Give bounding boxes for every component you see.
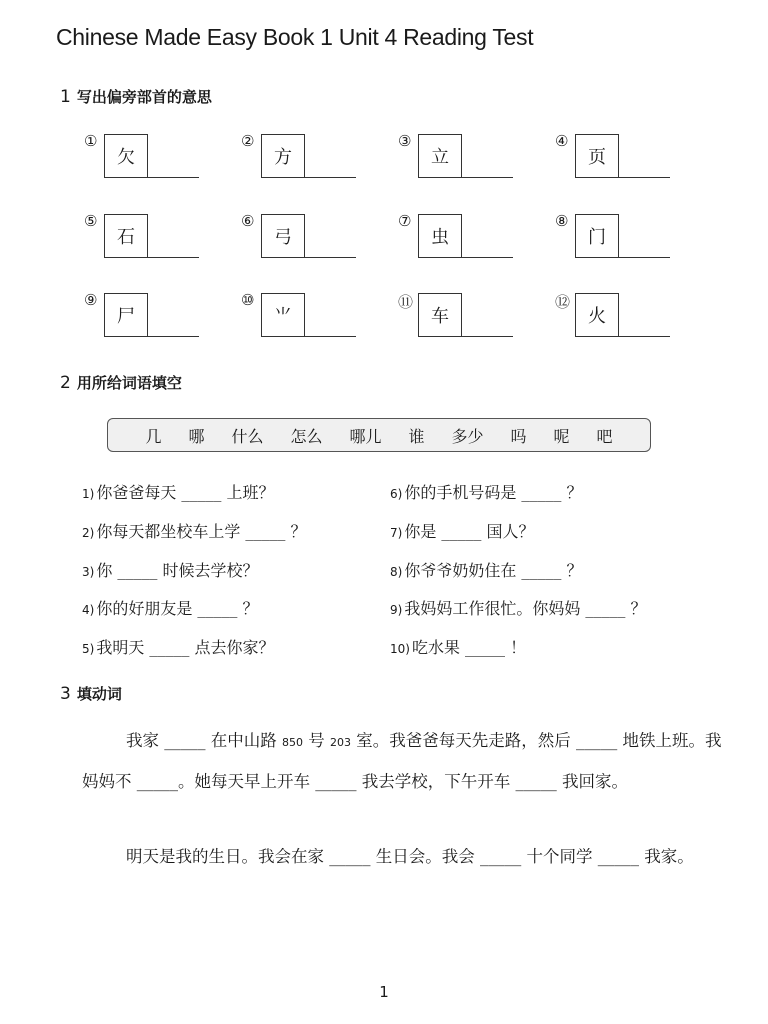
question-text: 你爷爷奶奶住在 _____ ？ bbox=[404, 561, 583, 580]
radical-item bbox=[84, 132, 208, 180]
question-item bbox=[390, 558, 583, 581]
question-item bbox=[82, 596, 259, 619]
radical-item bbox=[398, 291, 522, 339]
question-item bbox=[82, 558, 259, 581]
section-title: 写出偏旁部首的意思 bbox=[76, 88, 212, 106]
answer-line[interactable] bbox=[147, 336, 199, 337]
passage-paragraph-1 bbox=[82, 722, 722, 801]
question-number: 3) bbox=[82, 565, 95, 579]
radical-box: 页 bbox=[575, 134, 619, 178]
passage-paragraph-2 bbox=[82, 838, 722, 877]
item-number: ⑦ bbox=[398, 212, 412, 230]
question-number: 2) bbox=[82, 526, 95, 540]
answer-line[interactable] bbox=[461, 257, 513, 258]
radical-item bbox=[241, 291, 365, 339]
question-number: 10) bbox=[390, 642, 410, 656]
item-number: ⑪ bbox=[398, 293, 414, 311]
radical-box: 立 bbox=[418, 134, 462, 178]
item-number: ⑫ bbox=[555, 293, 571, 311]
question-item bbox=[82, 635, 275, 658]
question-item bbox=[390, 519, 535, 542]
item-number: ⑨ bbox=[84, 291, 98, 309]
answer-line[interactable] bbox=[461, 336, 513, 337]
answer-line[interactable] bbox=[461, 177, 513, 178]
word-bank-item: 多少 bbox=[451, 426, 484, 446]
word-bank-item: 吧 bbox=[596, 426, 613, 446]
section-3-heading bbox=[60, 683, 122, 704]
question-text: 你爸爸每天 _____ 上班？ bbox=[96, 483, 275, 502]
radical-item bbox=[555, 132, 679, 180]
question-number: 7) bbox=[390, 526, 403, 540]
answer-line[interactable] bbox=[304, 257, 356, 258]
radical-box: 火 bbox=[575, 293, 619, 337]
passage-text: 明天是我的生日。我会在家 _____ 生日会。我会 _____ 十个同学 _____ 我家。 bbox=[126, 847, 694, 866]
question-item bbox=[390, 596, 647, 619]
item-number: ① bbox=[84, 132, 98, 150]
radical-item bbox=[84, 291, 208, 339]
radical-item bbox=[84, 212, 208, 260]
radical-box: ⺌ bbox=[261, 293, 305, 337]
page-number: 1 bbox=[379, 983, 389, 1001]
item-number: ⑥ bbox=[241, 212, 255, 230]
radical-item bbox=[241, 132, 365, 180]
word-bank bbox=[107, 418, 651, 452]
radical-box: 石 bbox=[104, 214, 148, 258]
radical-box: 尸 bbox=[104, 293, 148, 337]
item-number: ⑩ bbox=[241, 291, 255, 309]
item-number: ⑧ bbox=[555, 212, 569, 230]
radical-box: 门 bbox=[575, 214, 619, 258]
question-text: 你的好朋友是 _____ ？ bbox=[96, 599, 259, 618]
section-number: 3 bbox=[60, 684, 71, 704]
section-number: 1 bbox=[60, 87, 71, 107]
question-number: 9) bbox=[390, 603, 403, 617]
radical-box: 欠 bbox=[104, 134, 148, 178]
radical-item bbox=[398, 132, 522, 180]
word-bank-item: 哪儿 bbox=[349, 426, 382, 446]
question-text: 吃水果 _____ ！ bbox=[411, 638, 527, 657]
radical-item bbox=[398, 212, 522, 260]
section-title: 用所给词语填空 bbox=[76, 374, 182, 392]
question-number: 1) bbox=[82, 487, 95, 501]
page-title: Chinese Made Easy Book 1 Unit 4 Reading Test bbox=[56, 24, 534, 50]
word-bank-item: 吗 bbox=[510, 426, 527, 446]
section-number: 2 bbox=[60, 373, 71, 393]
question-text: 你每天都坐校车上学 _____ ？ bbox=[96, 522, 307, 541]
item-number: ② bbox=[241, 132, 255, 150]
answer-line[interactable] bbox=[304, 336, 356, 337]
word-bank-item: 怎么 bbox=[290, 426, 323, 446]
radical-box: 弓 bbox=[261, 214, 305, 258]
radical-item bbox=[241, 212, 365, 260]
word-bank-item: 谁 bbox=[408, 426, 425, 446]
question-item bbox=[82, 519, 307, 542]
question-text: 你 _____ 时候去学校？ bbox=[96, 561, 259, 580]
answer-line[interactable] bbox=[618, 257, 670, 258]
answer-line[interactable] bbox=[618, 177, 670, 178]
question-number: 6) bbox=[390, 487, 403, 501]
question-item bbox=[390, 480, 583, 503]
radical-box: 虫 bbox=[418, 214, 462, 258]
answer-line[interactable] bbox=[147, 257, 199, 258]
answer-line[interactable] bbox=[304, 177, 356, 178]
question-text: 我妈妈工作很忙。你妈妈 _____ ？ bbox=[404, 599, 647, 618]
section-2-heading bbox=[60, 372, 182, 393]
question-number: 5) bbox=[82, 642, 95, 656]
word-bank-item: 哪 bbox=[188, 426, 205, 446]
radical-item bbox=[555, 291, 679, 339]
radical-box: 车 bbox=[418, 293, 462, 337]
word-bank-item: 呢 bbox=[553, 426, 570, 446]
section-1-heading bbox=[60, 86, 212, 107]
item-number: ④ bbox=[555, 132, 569, 150]
section-title: 填动词 bbox=[76, 685, 122, 703]
question-number: 8) bbox=[390, 565, 403, 579]
question-item bbox=[82, 480, 275, 503]
question-text: 你的手机号码是 _____ ？ bbox=[404, 483, 583, 502]
question-text: 你是 _____ 国人？ bbox=[404, 522, 535, 541]
answer-line[interactable] bbox=[147, 177, 199, 178]
passage-text: 我家 _____ 在中山路 bbox=[126, 731, 282, 750]
passage-number: 850 bbox=[282, 736, 303, 749]
item-number: ③ bbox=[398, 132, 412, 150]
answer-line[interactable] bbox=[618, 336, 670, 337]
item-number: ⑤ bbox=[84, 212, 98, 230]
word-bank-item: 几 bbox=[145, 426, 162, 446]
passage-number: 203 bbox=[330, 736, 351, 749]
question-item bbox=[390, 635, 526, 658]
radical-item bbox=[555, 212, 679, 260]
radical-box: 方 bbox=[261, 134, 305, 178]
question-number: 4) bbox=[82, 603, 95, 617]
question-text: 我明天 _____ 点去你家？ bbox=[96, 638, 275, 657]
passage-text: 室。我爸爸每天先走路，然后 _____ 地铁上班。我妈妈不 _____。她每天早上开车 _____ 我去学校，下午开车 _____ 我回家。 bbox=[82, 731, 722, 791]
passage-text: 号 bbox=[303, 731, 330, 750]
word-bank-item: 什么 bbox=[231, 426, 264, 446]
